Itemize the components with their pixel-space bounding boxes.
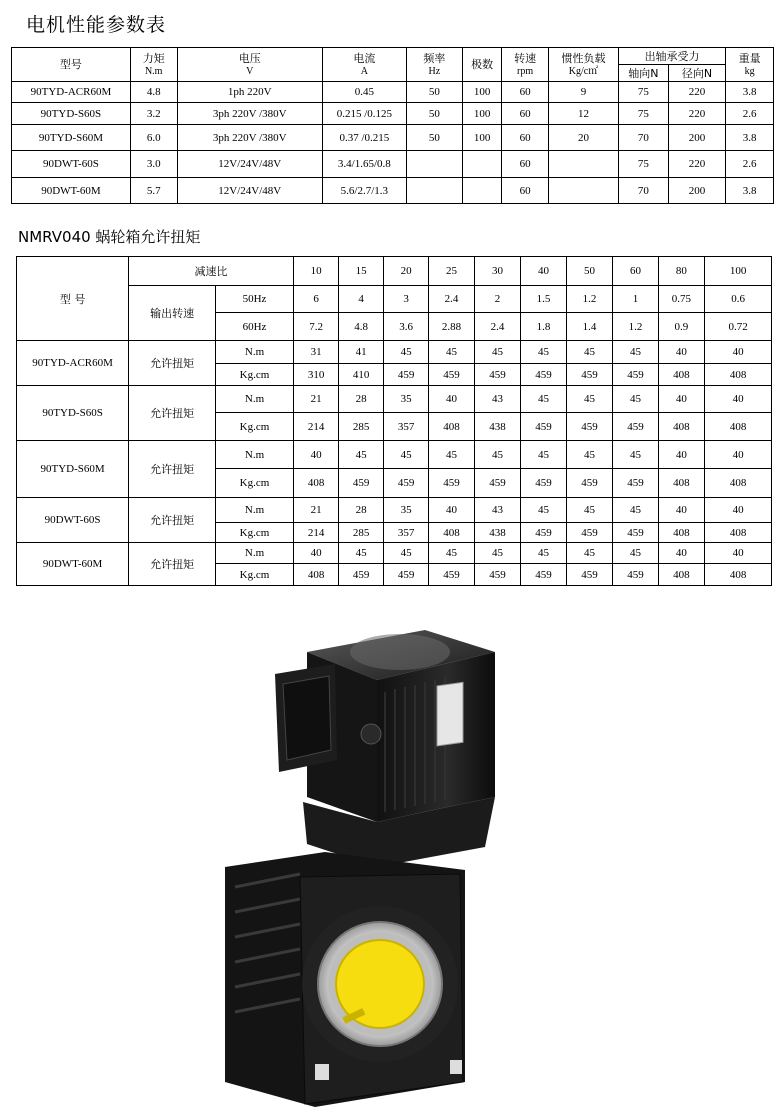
value-cell: 75 (618, 103, 668, 125)
torque-value-cell: 35 (383, 386, 428, 413)
value-cell (463, 178, 502, 204)
value-cell: 5.6/2.7/1.3 (322, 178, 406, 204)
speed50-cell: 0.75 (658, 286, 704, 313)
model-cell: 90TYD-ACR60M (12, 82, 131, 103)
torque-value-cell: 45 (383, 341, 428, 364)
torque-value-cell: 459 (521, 469, 566, 498)
torque-value-cell: 285 (339, 523, 383, 543)
output-speed-label: 输出转速 (129, 286, 216, 341)
torque-row (17, 386, 772, 413)
torque-value-cell: 45 (613, 341, 658, 364)
torque-value-cell: 408 (293, 564, 338, 586)
motor-row (12, 125, 774, 151)
torque-value-cell: 459 (566, 413, 612, 441)
ratio-label: 减速比 (129, 257, 294, 286)
torque-value-cell: 45 (613, 498, 658, 523)
speed50-cell: 1 (613, 286, 658, 313)
value-cell: 5.7 (130, 178, 177, 204)
speed60-cell: 7.2 (293, 313, 338, 341)
torque-value-cell: 45 (566, 441, 612, 469)
torque-value-cell: 40 (705, 341, 772, 364)
speed50-cell: 2 (474, 286, 520, 313)
ratio-cell: 50 (566, 257, 612, 286)
motor-table-title: 电机性能参数表 (26, 14, 167, 36)
value-cell: 2.6 (726, 151, 774, 178)
value-cell: 3ph 220V /380V (177, 103, 322, 125)
value-cell: 200 (668, 178, 725, 204)
unit-cell: Kg.cm (216, 469, 294, 498)
torque-value-cell: 459 (429, 469, 474, 498)
value-cell: 3.8 (726, 82, 774, 103)
torque-value-cell: 21 (293, 498, 338, 523)
header-radial: 径向N (668, 65, 725, 82)
torque-value-cell: 45 (521, 498, 566, 523)
speed60-cell: 2.4 (474, 313, 520, 341)
speed50-cell: 4 (339, 286, 383, 313)
torque-value-cell: 459 (566, 523, 612, 543)
header-weight: 重量 kg (726, 48, 774, 82)
torque-value-cell: 45 (521, 441, 566, 469)
value-cell: 20 (548, 125, 618, 151)
value-cell (548, 178, 618, 204)
motor-body (275, 630, 495, 867)
header-current: 电流 A (322, 48, 406, 82)
value-cell: 12V/24V/48V (177, 151, 322, 178)
unit-cell: N.m (216, 441, 294, 469)
ratio-cell: 25 (429, 257, 474, 286)
header-frequency: 频率 Hz (406, 48, 462, 82)
torque-value-cell: 408 (658, 413, 704, 441)
value-cell (406, 178, 462, 204)
motor-gearbox-photo (195, 612, 525, 1112)
value-cell (548, 151, 618, 178)
torque-value-cell: 45 (474, 441, 520, 469)
ratio-cell: 80 (658, 257, 704, 286)
speed50-cell: 3 (383, 286, 428, 313)
gearbox-body (225, 852, 465, 1107)
torque-value-cell: 45 (521, 386, 566, 413)
torque-value-cell: 35 (383, 498, 428, 523)
value-cell: 2.6 (726, 103, 774, 125)
value-cell: 12V/24V/48V (177, 178, 322, 204)
motor-performance-table (11, 47, 774, 204)
value-cell: 60 (502, 82, 549, 103)
torque-value-cell: 45 (339, 441, 383, 469)
torque-value-cell: 438 (474, 413, 520, 441)
ratio-cell: 100 (705, 257, 772, 286)
torque-value-cell: 40 (658, 543, 704, 564)
unit-cell: Kg.cm (216, 523, 294, 543)
value-cell: 0.45 (322, 82, 406, 103)
torque-value-cell: 45 (566, 341, 612, 364)
torque-model-name: 90TYD-ACR60M (17, 341, 129, 386)
unit-cell: N.m (216, 386, 294, 413)
torque-value-cell: 45 (566, 543, 612, 564)
value-cell: 3.0 (130, 151, 177, 178)
torque-value-cell: 45 (566, 386, 612, 413)
unit-cell: Kg.cm (216, 413, 294, 441)
torque-row (17, 543, 772, 564)
torque-value-cell: 40 (658, 498, 704, 523)
torque-value-cell: 40 (705, 386, 772, 413)
torque-value-cell: 459 (383, 469, 428, 498)
speed60-cell: 1.4 (566, 313, 612, 341)
speed60-cell: 3.6 (383, 313, 428, 341)
torque-value-cell: 28 (339, 498, 383, 523)
torque-row (17, 441, 772, 469)
value-cell: 200 (668, 125, 725, 151)
torque-value-cell: 408 (705, 413, 772, 441)
torque-model-name: 90DWT-60S (17, 498, 129, 543)
value-cell: 50 (406, 103, 462, 125)
unit-cell: N.m (216, 341, 294, 364)
allowed-torque-label: 允许扭矩 (129, 341, 216, 386)
torque-value-cell: 214 (293, 413, 338, 441)
unit-cell: N.m (216, 543, 294, 564)
header-model: 型号 (12, 48, 131, 82)
torque-value-cell: 45 (339, 543, 383, 564)
value-cell: 60 (502, 125, 549, 151)
ratio-cell: 30 (474, 257, 520, 286)
torque-value-cell: 410 (339, 364, 383, 386)
ratio-cell: 20 (383, 257, 428, 286)
model-cell: 90DWT-60M (12, 178, 131, 204)
speed50-cell: 0.6 (705, 286, 772, 313)
value-cell: 60 (502, 178, 549, 204)
torque-value-cell: 408 (705, 469, 772, 498)
torque-value-cell: 40 (293, 543, 338, 564)
torque-value-cell: 459 (474, 469, 520, 498)
torque-value-cell: 45 (613, 441, 658, 469)
value-cell: 60 (502, 103, 549, 125)
torque-model-name: 90DWT-60M (17, 543, 129, 586)
value-cell: 100 (463, 103, 502, 125)
speed60-cell: 2.88 (429, 313, 474, 341)
header-torque: 力矩 N.m (130, 48, 177, 82)
torque-row (17, 498, 772, 523)
torque-value-cell: 214 (293, 523, 338, 543)
allowed-torque-label: 允许扭矩 (129, 498, 216, 543)
speed60-cell: 1.2 (613, 313, 658, 341)
torque-value-cell: 45 (429, 441, 474, 469)
torque-value-cell: 45 (521, 341, 566, 364)
hz60-label: 60Hz (216, 313, 294, 341)
value-cell (463, 151, 502, 178)
value-cell: 220 (668, 151, 725, 178)
value-cell: 50 (406, 125, 462, 151)
torque-value-cell: 459 (566, 364, 612, 386)
torque-value-cell: 40 (705, 498, 772, 523)
allowed-torque-label: 允许扭矩 (129, 386, 216, 441)
value-cell: 100 (463, 82, 502, 103)
torque-value-cell: 43 (474, 386, 520, 413)
value-cell: 60 (502, 151, 549, 178)
torque-value-cell: 459 (429, 364, 474, 386)
unit-cell: Kg.cm (216, 364, 294, 386)
speed50-cell: 2.4 (429, 286, 474, 313)
model-cell: 90DWT-60S (12, 151, 131, 178)
speed60-cell: 1.8 (521, 313, 566, 341)
motor-row (12, 178, 774, 204)
unit-cell: Kg.cm (216, 564, 294, 586)
header-bearing-force: 出轴承受力 (618, 48, 725, 65)
value-cell: 3ph 220V /380V (177, 125, 322, 151)
torque-value-cell: 408 (429, 413, 474, 441)
speed50-cell: 6 (293, 286, 338, 313)
torque-value-cell: 40 (293, 441, 338, 469)
ratio-cell: 15 (339, 257, 383, 286)
torque-value-cell: 40 (658, 386, 704, 413)
torque-value-cell: 459 (429, 564, 474, 586)
value-cell: 6.0 (130, 125, 177, 151)
value-cell: 75 (618, 82, 668, 103)
header-speed: 转速 rpm (502, 48, 549, 82)
torque-value-cell: 40 (429, 498, 474, 523)
torque-value-cell: 40 (658, 341, 704, 364)
torque-value-cell: 408 (658, 523, 704, 543)
torque-value-cell: 438 (474, 523, 520, 543)
torque-value-cell: 408 (705, 523, 772, 543)
torque-value-cell: 31 (293, 341, 338, 364)
value-cell: 50 (406, 82, 462, 103)
torque-value-cell: 459 (521, 413, 566, 441)
header-poles: 极数 (463, 48, 502, 82)
allowed-torque-label: 允许扭矩 (129, 441, 216, 498)
speed60-cell: 0.9 (658, 313, 704, 341)
torque-value-cell: 408 (658, 364, 704, 386)
value-cell: 220 (668, 82, 725, 103)
model-cell: 90TYD-S60M (12, 125, 131, 151)
speed60-cell: 0.72 (705, 313, 772, 341)
motor-row (12, 151, 774, 178)
model-cell: 90TYD-S60S (12, 103, 131, 125)
torque-value-cell: 459 (474, 564, 520, 586)
value-cell: 4.8 (130, 82, 177, 103)
value-cell: 9 (548, 82, 618, 103)
torque-value-cell: 459 (613, 413, 658, 441)
torque-value-cell: 408 (705, 364, 772, 386)
ratio-cell: 10 (293, 257, 338, 286)
header-inertia: 惯性负载 Kg/c㎡ (548, 48, 618, 82)
torque-value-cell: 40 (658, 441, 704, 469)
motor-row (12, 103, 774, 125)
value-cell: 1ph 220V (177, 82, 322, 103)
torque-value-cell: 408 (658, 564, 704, 586)
torque-value-cell: 45 (383, 441, 428, 469)
torque-value-cell: 408 (705, 564, 772, 586)
value-cell: 3.8 (726, 178, 774, 204)
torque-value-cell: 41 (339, 341, 383, 364)
gearbox-torque-table (16, 256, 772, 586)
torque-value-cell: 459 (383, 364, 428, 386)
allowed-torque-label: 允许扭矩 (129, 543, 216, 586)
torque-value-cell: 459 (613, 469, 658, 498)
torque-value-cell: 459 (566, 469, 612, 498)
torque-value-cell: 459 (521, 364, 566, 386)
torque-value-cell: 459 (613, 364, 658, 386)
torque-table-title: NMRV040 蜗轮箱允许扭矩 (18, 228, 201, 246)
torque-value-cell: 40 (705, 543, 772, 564)
ratio-cell: 40 (521, 257, 566, 286)
value-cell: 0.37 /0.215 (322, 125, 406, 151)
header-axial: 轴向N (618, 65, 668, 82)
torque-value-cell: 45 (383, 543, 428, 564)
value-cell: 220 (668, 103, 725, 125)
torque-value-cell: 285 (339, 413, 383, 441)
torque-value-cell: 310 (293, 364, 338, 386)
torque-value-cell: 45 (613, 386, 658, 413)
value-cell (406, 151, 462, 178)
torque-value-cell: 357 (383, 523, 428, 543)
torque-value-cell: 459 (521, 564, 566, 586)
torque-value-cell: 45 (613, 543, 658, 564)
torque-model-name: 90TYD-S60M (17, 441, 129, 498)
torque-value-cell: 459 (339, 469, 383, 498)
torque-value-cell: 45 (521, 543, 566, 564)
torque-value-cell: 45 (474, 341, 520, 364)
torque-value-cell: 408 (429, 523, 474, 543)
torque-value-cell: 459 (566, 564, 612, 586)
torque-value-cell: 408 (658, 469, 704, 498)
torque-value-cell: 45 (429, 543, 474, 564)
value-cell: 70 (618, 178, 668, 204)
motor-row (12, 82, 774, 103)
header-voltage: 电压 V (177, 48, 322, 82)
torque-value-cell: 45 (474, 543, 520, 564)
torque-value-cell: 357 (383, 413, 428, 441)
value-cell: 12 (548, 103, 618, 125)
value-cell: 3.2 (130, 103, 177, 125)
torque-row (17, 341, 772, 364)
speed60-cell: 4.8 (339, 313, 383, 341)
torque-value-cell: 459 (613, 523, 658, 543)
torque-value-cell: 459 (383, 564, 428, 586)
torque-value-cell: 40 (429, 386, 474, 413)
torque-value-cell: 459 (339, 564, 383, 586)
hz50-label: 50Hz (216, 286, 294, 313)
torque-value-cell: 21 (293, 386, 338, 413)
value-cell: 0.215 /0.125 (322, 103, 406, 125)
torque-value-cell: 28 (339, 386, 383, 413)
value-cell: 3.8 (726, 125, 774, 151)
torque-model-name: 90TYD-S60S (17, 386, 129, 441)
value-cell: 100 (463, 125, 502, 151)
speed50-cell: 1.2 (566, 286, 612, 313)
torque-value-cell: 459 (521, 523, 566, 543)
value-cell: 3.4/1.65/0.8 (322, 151, 406, 178)
ratio-cell: 60 (613, 257, 658, 286)
unit-cell: N.m (216, 498, 294, 523)
torque-value-cell: 40 (705, 441, 772, 469)
torque-value-cell: 45 (566, 498, 612, 523)
torque-value-cell: 43 (474, 498, 520, 523)
model-header: 型 号 (17, 257, 129, 341)
value-cell: 70 (618, 125, 668, 151)
value-cell: 75 (618, 151, 668, 178)
torque-value-cell: 408 (293, 469, 338, 498)
speed50-cell: 1.5 (521, 286, 566, 313)
torque-value-cell: 459 (474, 364, 520, 386)
torque-value-cell: 459 (613, 564, 658, 586)
torque-value-cell: 45 (429, 341, 474, 364)
